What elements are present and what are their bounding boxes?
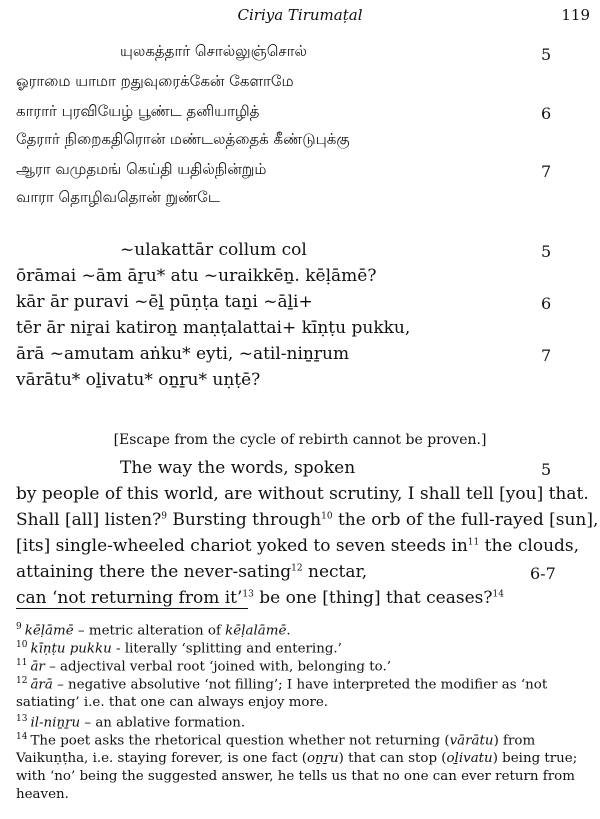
translation-line: by people of this world, are without scrutiny, I shall tell [you] that. (16, 484, 589, 504)
footnote-ref: 10 (321, 511, 333, 522)
line-number: 5 (541, 460, 552, 479)
footnote: $^{10}$ kīṇṭu pukku - literally ‘splitting and entering.’ (16, 640, 342, 657)
translit-line: kār ār puravi ~ēḻ pūṇṭa taṉi ~āḻi+ (16, 292, 313, 312)
translation-line: can ‘not returning from it’$^{13}$ be one [thing] that ceases?$^{14}$ (16, 588, 504, 608)
tamil-line: ஓராமை யாமா றதுவுரைக்கேன் கேளாமே (16, 72, 294, 90)
footnote: $^{14}$ The poet asks the rhetorical question whether not returning (vārātu) from Vaikuṇṭha, i.e. staying forever, is one fact (oṉṟu) that can stop (oḻivatu) being true; with ‘no’ being the suggested answer, he tells us that no one can ever return from heaven. (16, 732, 578, 803)
footnote-ref: 13 (242, 589, 254, 600)
line-number: 7 (541, 162, 552, 181)
tamil-line: வாரா தொழிவதொன் றுண்டே (16, 188, 220, 206)
footnote: $^{12}$ ārā – negative absolutive ‘not filling’; I have interpreted the modifier as ‘not satiating’ i.e. that one can always enjoy more. (16, 676, 548, 711)
line-number: 6 (541, 294, 552, 313)
translit-line: ārā ~amutam aṅku* eyti, ~atil-niṉṟum (16, 344, 350, 364)
footnote-divider (16, 608, 248, 609)
translation-line: The way the words, spoken (120, 458, 356, 478)
translation-line: [its] single-wheeled chariot yoked to seven steeds $in^{11}$ the clouds, (16, 536, 580, 556)
translit-line: vārātu* oḻivatu* oṉṟu* uṇṭē? (16, 370, 261, 390)
translation-line: Shall [all] listen?$^9$ Bursting through$^{10}$ the orb of the full-rayed [sun], (16, 510, 599, 530)
line-number: 7 (541, 346, 552, 365)
footnote: $^{13}$ il-niṉṟu – an ablative formation. (16, 714, 246, 731)
line-number: 6-7 (530, 564, 556, 583)
tamil-line: யுலகத்தார் சொல்லுஞ்சொல் (120, 42, 307, 60)
footnote-ref: 12 (291, 563, 303, 574)
footnote-ref: 9 (161, 511, 167, 522)
section-note: [Escape from the cycle of rebirth cannot be proven.] (113, 432, 487, 448)
running-header-title: Ciriya Tirumaṭal (237, 6, 363, 24)
footnote-ref: 14 (492, 589, 504, 600)
footnote-ref: 11 (467, 537, 480, 548)
line-number: 6 (541, 104, 552, 123)
translit-line: tēr ār niṟai katiroṉ maṇṭalattai+ kīṇṭu pukku, (16, 318, 411, 338)
line-number: 5 (541, 242, 552, 261)
tamil-line: தேரார் நிறைகதிரொன் மண்டலத்தைக் கீண்டுபுக்கு (16, 130, 350, 148)
tamil-line: ஆரா வமுதமங் கெய்தி யதில்நின்றும் (16, 160, 267, 178)
translit-line: ~ulakattār collum col (120, 240, 307, 260)
line-number: 5 (541, 45, 552, 64)
footnote: $^{11}$ ār – adjectival verbal root ‘joined with, belonging to.’ (16, 658, 391, 675)
translit-line: ōrāmai ~ām āṟu* atu ~uraikkēṉ. kēḷāmē? (16, 266, 377, 286)
footnote: $^9$ kēḷāmē – metric alteration of kēḷalāmē. (16, 622, 291, 639)
translation-line: attaining there the never-sating$^{12}$ nectar, (16, 562, 368, 582)
page-number: 119 (561, 6, 590, 24)
tamil-line: காரார் புரவியேழ் பூண்ட தனியாழித் (16, 102, 260, 120)
